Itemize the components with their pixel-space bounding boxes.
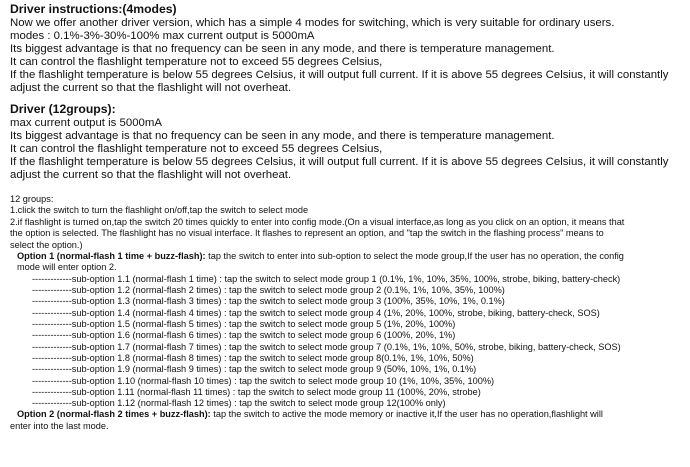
section1-line: Its biggest advantage is that no frequency can be seen in any mode, and there is temperature management. — [10, 43, 555, 55]
suboption-item: -------------sub-option 1.1 (normal-flash 1 time) : tap the switch to select mode group 1 (0.1%, 1%, 10%, 35%, 100%, strobe, biking, battery-check) — [32, 273, 621, 284]
option2-line — [10, 409, 680, 420]
groups-step2-line: select the option.) — [10, 239, 83, 250]
suboption-item: -------------sub-option 1.2 (normal-flash 2 times) : tap the switch to select mode group 2 (0.1%, 1%, 10%, 35%, 100%) — [32, 285, 505, 296]
suboption-item: -------------sub-option 1.3 (normal-flash 3 times) : tap the switch to select mode group 3 (100%, 35%, 10%, 1%, 0.1%) — [32, 296, 505, 307]
suboption-item: -------------sub-option 1.9 (normal-flash 9 times) : tap the switch to select mode group 9 (50%, 10%, 1%, 0.1%) — [32, 364, 477, 375]
section1-heading: Driver instructions:(4modes) — [10, 2, 177, 16]
groups-step2-line: 2.if flashlight is turned on,tap the switch 20 times quickly to enter into config mode.(On a visual interface,as long as you click on an option, it means that — [10, 216, 625, 227]
section1-line: Now we offer another driver version, which has a simple 4 modes for switching, which is very suitable for ordinary users. — [10, 17, 615, 29]
groups-title: 12 groups: — [10, 194, 54, 204]
suboption-item: -------------sub-option 1.6 (normal-flash 6 times) : tap the switch to select mode group 6 (100%, 20%, 1%) — [32, 330, 456, 341]
option2-text: tap the switch to active the mode memory or inactive it,If the user has no operation,flashlight will — [210, 409, 603, 420]
option1-line — [10, 251, 680, 262]
section2-line: Its biggest advantage is that no frequency can be seen in any mode, and there is temperature management. — [10, 130, 555, 142]
section2-line: It can control the flashlight temperature not to exceed 55 degrees Celsius, — [10, 143, 383, 155]
section1-line: It can control the flashlight temperature not to exceed 55 degrees Celsius, — [10, 56, 383, 68]
option1-label: Option 1 (normal-flash 1 time + buzz-flash): — [17, 251, 206, 262]
option1-line-cont: mode will enter option 2. — [17, 262, 117, 273]
section1-line: adjust the current so that the flashlight will not overheat. — [10, 82, 292, 94]
section1-line: If the flashlight temperature is below 55 degrees Celsius, it will output full current. If it is above 55 degrees Celsius, it will constantly — [10, 69, 669, 81]
suboption-item: -------------sub-option 1.8 (normal-flash 8 times) : tap the switch to select mode group 8(0.1%, 1%, 10%, 50%) — [32, 352, 474, 363]
suboption-item: -------------sub-option 1.10 (normal-flash 10 times) : tap the switch to select mode group 10 (1%, 10%, 35%, 100%) — [32, 375, 495, 386]
option2-label: Option 2 (normal-flash 2 times + buzz-flash): — [17, 409, 211, 420]
section2-line: max current output is 5000mA — [10, 117, 162, 129]
option1-text: tap the switch to enter into sub-option to select the mode group,If the user has no operation, the config — [205, 251, 624, 262]
section2-heading: Driver (12groups): — [10, 102, 116, 116]
suboption-item: -------------sub-option 1.11 (normal-flash 11 times) : tap the switch to select mode group 11 (100%, 20%, strobe) — [32, 386, 481, 397]
groups-step1: 1.click the switch to turn the flashlight on/off,tap the switch to select mode — [10, 205, 309, 216]
section2-line: If the flashlight temperature is below 55 degrees Celsius, it will output full current. If it is above 55 degrees Celsius, it will constantly — [10, 156, 669, 168]
option2-line-cont: enter into the last mode. — [10, 420, 109, 431]
section2-line: adjust the current so that the flashlight will not overheat. — [10, 169, 292, 181]
groups-step2-line: the option is selected. The flashlight has no visual interface. It flashes to represent an option, and "tap the switch in the flashing process" means to — [10, 228, 604, 239]
suboption-item: -------------sub-option 1.5 (normal-flash 5 times) : tap the switch to select mode group 5 (1%, 20%, 100%) — [32, 319, 456, 330]
suboption-item: -------------sub-option 1.7 (normal-flash 7 times) : tap the switch to select mode group 7 (0.1%, 1%, 10%, 50%, strobe, biking, battery-check, SOS) — [32, 341, 621, 352]
suboption-item: -------------sub-option 1.12 (normal-flash 12 times) : tap the switch to select mode group 12(100% only) — [32, 398, 446, 409]
section1-line: modes : 0.1%-3%-30%-100% max current output is 5000mA — [10, 30, 315, 42]
suboption-item: -------------sub-option 1.4 (normal-flash 4 times) : tap the switch to select mode group 4 (1%, 20%, 100%, strobe, biking, battery-check, SOS) — [32, 307, 600, 318]
